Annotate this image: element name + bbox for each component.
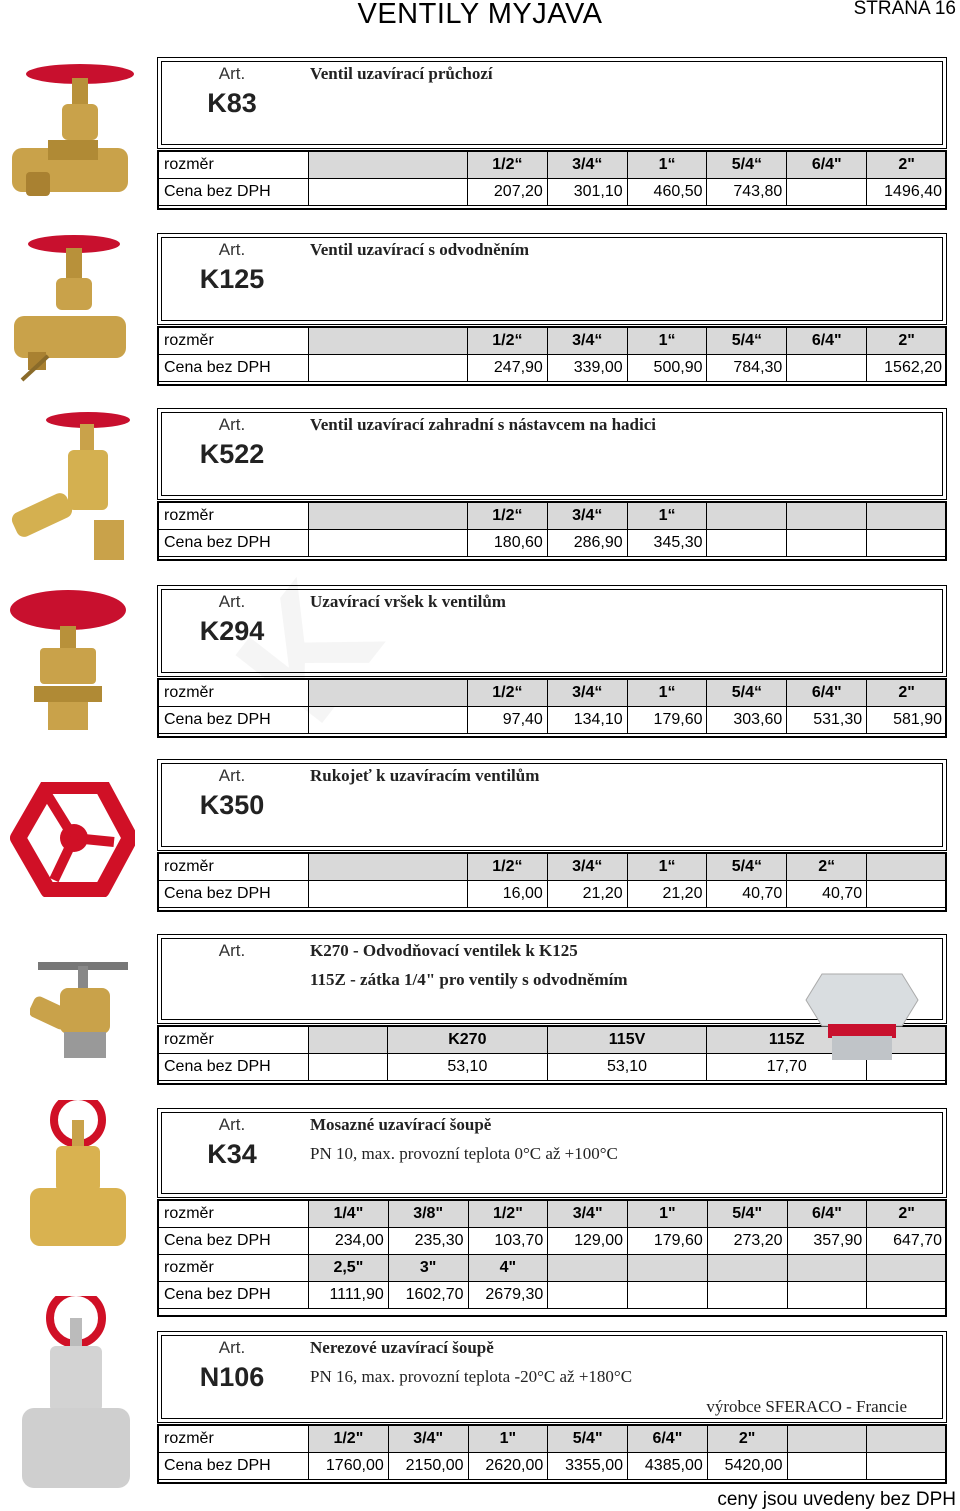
art-label: Art. xyxy=(218,1338,246,1357)
table-cell: 1“ xyxy=(627,854,707,881)
table-cell: 1/2" xyxy=(309,1426,389,1453)
table-cell: 129,00 xyxy=(548,1228,628,1255)
table-frame xyxy=(157,678,947,738)
manufacturer-note: výrobce SFERACO - Francie xyxy=(706,1397,907,1416)
table-cell: K270 xyxy=(388,1027,548,1054)
table-cell: 303,60 xyxy=(707,707,787,734)
art-code: N106 xyxy=(199,1362,265,1392)
table-cell: 180,60 xyxy=(468,530,548,557)
art-label: Art. xyxy=(218,941,246,960)
table-cell: 5/4" xyxy=(548,1426,628,1453)
table-cell: 2150,00 xyxy=(388,1453,468,1480)
table-cell: 6/4" xyxy=(628,1426,708,1453)
table-cell: 3/4" xyxy=(548,1201,628,1228)
table-cell: 2" xyxy=(867,1201,947,1228)
art-label: Art. xyxy=(218,64,246,83)
valve-top-k294-image xyxy=(4,586,144,736)
price-label: Cena bez DPH xyxy=(158,530,309,557)
footer-note: ceny jsou uvedeny bez DPH xyxy=(717,1489,956,1510)
plug-115z-image xyxy=(802,966,922,1066)
price-label: Cena bez DPH xyxy=(158,1282,309,1309)
art-code: K350 xyxy=(199,790,265,820)
size-label: rozměr xyxy=(158,854,309,881)
table-cell: 460,50 xyxy=(627,179,707,206)
size-label: rozměr xyxy=(158,328,309,355)
table-frame xyxy=(157,1199,947,1317)
table-cell: 1“ xyxy=(627,680,707,707)
size-label: rozměr xyxy=(158,1027,309,1054)
page-title: VENTILY MYJAVA xyxy=(357,0,603,30)
table-cell: 6/4" xyxy=(787,1201,867,1228)
art-code: K522 xyxy=(199,439,265,469)
product-subdescription: 115Z - zátka 1/4" pro ventily s odvodněmím xyxy=(310,970,628,989)
table-cell: 115Z xyxy=(707,1027,867,1054)
size-label: rozměr xyxy=(158,1255,309,1282)
table-cell: 5/4“ xyxy=(707,152,787,179)
table-cell: 1/2“ xyxy=(468,680,548,707)
table-cell: 21,20 xyxy=(627,881,707,908)
table-cell: 3355,00 xyxy=(548,1453,628,1480)
table-cell: 357,90 xyxy=(787,1228,867,1255)
table-cell: 6/4" xyxy=(787,152,867,179)
product-description: Ventil uzavírací průchozí xyxy=(310,64,493,83)
table-frame xyxy=(157,501,947,561)
product-description: Mosazné uzavírací šoupě xyxy=(310,1115,492,1134)
art-label: Art. xyxy=(218,766,246,785)
valve-k125-image xyxy=(8,232,148,382)
table-cell: 17,70 xyxy=(707,1054,867,1081)
table-cell: 743,80 xyxy=(707,179,787,206)
table-cell: 3/4“ xyxy=(547,152,627,179)
product-subdescription: PN 10, max. provozní teplota 0°C až +100°C xyxy=(310,1144,618,1163)
size-label: rozměr xyxy=(158,1201,309,1228)
drain-valve-k270-image xyxy=(30,958,140,1063)
table-cell: 6/4" xyxy=(787,680,867,707)
price-label: Cena bez DPH xyxy=(158,1228,309,1255)
table-cell: 647,70 xyxy=(867,1228,947,1255)
table-cell: 5/4" xyxy=(707,1201,787,1228)
table-cell: 2" xyxy=(867,152,947,179)
table-frame xyxy=(157,150,947,210)
table-cell: 2679,30 xyxy=(468,1282,548,1309)
art-code: K294 xyxy=(199,616,265,646)
table-cell: 3/4“ xyxy=(547,680,627,707)
table-cell: 2" xyxy=(867,328,947,355)
product-description: Nerezové uzavírací šoupě xyxy=(310,1338,494,1357)
table-cell: 3" xyxy=(388,1255,468,1282)
art-code: K34 xyxy=(207,1139,257,1169)
price-label: Cena bez DPH xyxy=(158,707,309,734)
table-cell: 1/2“ xyxy=(468,152,548,179)
table-frame xyxy=(157,1424,947,1484)
table-cell: 207,20 xyxy=(468,179,548,206)
product-description: Ventil uzavírací zahradní s nástavcem na hadici xyxy=(310,415,656,434)
handwheel-k350-image xyxy=(10,782,135,897)
table-cell: 235,30 xyxy=(388,1228,468,1255)
art-label: Art. xyxy=(218,415,246,434)
table-cell: 1496,40 xyxy=(867,179,947,206)
table-cell: 5420,00 xyxy=(707,1453,787,1480)
table-cell: 97,40 xyxy=(468,707,548,734)
art-label: Art. xyxy=(218,240,246,259)
table-cell: 1/2" xyxy=(468,1201,548,1228)
valve-k522-image xyxy=(8,410,148,560)
table-cell: 1/2“ xyxy=(468,503,548,530)
table-cell: 5/4“ xyxy=(707,680,787,707)
art-code: K83 xyxy=(207,88,257,118)
price-label: Cena bez DPH xyxy=(158,1054,309,1081)
table-cell: 1111,90 xyxy=(309,1282,389,1309)
table-cell: 179,60 xyxy=(628,1228,708,1255)
table-cell: 1/2“ xyxy=(468,328,548,355)
size-label: rozměr xyxy=(158,152,309,179)
price-label: Cena bez DPH xyxy=(158,179,309,206)
table-cell: 5/4“ xyxy=(707,854,787,881)
table-cell: 5/4“ xyxy=(707,328,787,355)
art-label: Art. xyxy=(218,1115,246,1134)
table-cell: 1602,70 xyxy=(388,1282,468,1309)
table-cell: 179,60 xyxy=(627,707,707,734)
table-cell: 21,20 xyxy=(547,881,627,908)
table-cell: 3/8" xyxy=(388,1201,468,1228)
art-label: Art. xyxy=(218,592,246,611)
size-label: rozměr xyxy=(158,680,309,707)
gate-valve-k34-image xyxy=(20,1100,135,1250)
table-cell: 40,70 xyxy=(787,881,867,908)
table-cell: 1" xyxy=(468,1426,548,1453)
table-cell: 4385,00 xyxy=(628,1453,708,1480)
table-cell: 301,10 xyxy=(547,179,627,206)
table-cell: 581,90 xyxy=(867,707,947,734)
table-cell: 40,70 xyxy=(707,881,787,908)
table-cell: 115V xyxy=(547,1027,707,1054)
product-description: Uzavírací vršek k ventilům xyxy=(310,592,506,611)
table-cell: 16,00 xyxy=(468,881,548,908)
table-frame xyxy=(157,852,947,912)
product-description: K270 - Odvodňovací ventilek k K125 xyxy=(310,941,578,960)
price-label: Cena bez DPH xyxy=(158,881,309,908)
table-cell: 53,10 xyxy=(388,1054,548,1081)
table-cell: 247,90 xyxy=(468,355,548,382)
table-cell: 345,30 xyxy=(627,530,707,557)
table-cell: 286,90 xyxy=(547,530,627,557)
table-cell: 2" xyxy=(707,1426,787,1453)
table-cell: 6/4" xyxy=(787,328,867,355)
table-cell: 500,90 xyxy=(627,355,707,382)
table-cell: 103,70 xyxy=(468,1228,548,1255)
table-cell: 1“ xyxy=(627,328,707,355)
table-cell: 1/4" xyxy=(309,1201,389,1228)
product-description: Rukojeť k uzavíracím ventilům xyxy=(310,766,540,785)
product-description: Ventil uzavírací s odvodněním xyxy=(310,240,529,259)
gate-valve-n106-image xyxy=(16,1296,136,1501)
table-cell: 273,20 xyxy=(707,1228,787,1255)
table-cell: 3/4“ xyxy=(547,854,627,881)
table-cell: 234,00 xyxy=(309,1228,389,1255)
table-cell: 2620,00 xyxy=(468,1453,548,1480)
art-code: K125 xyxy=(199,264,265,294)
table-cell: 53,10 xyxy=(547,1054,707,1081)
table-cell: 1760,00 xyxy=(309,1453,389,1480)
table-cell: 2" xyxy=(867,680,947,707)
table-cell: 1" xyxy=(628,1201,708,1228)
product-subdescription: PN 16, max. provozní teplota -20°C až +180°C xyxy=(310,1367,633,1386)
valve-k83-image xyxy=(8,60,148,205)
table-cell: 1“ xyxy=(627,503,707,530)
table-cell: 339,00 xyxy=(547,355,627,382)
table-cell: 3/4“ xyxy=(547,328,627,355)
table-cell: 1562,20 xyxy=(867,355,947,382)
table-cell: 3/4" xyxy=(388,1426,468,1453)
page-number: STRANA 16 xyxy=(853,0,956,19)
size-label: rozměr xyxy=(158,503,309,530)
table-cell: 2“ xyxy=(787,854,867,881)
table-cell: 134,10 xyxy=(547,707,627,734)
table-cell: 1/2“ xyxy=(468,854,548,881)
table-cell: 1“ xyxy=(627,152,707,179)
table-frame xyxy=(157,326,947,386)
table-cell: 3/4“ xyxy=(547,503,627,530)
table-cell: 784,30 xyxy=(707,355,787,382)
table-cell: 2,5" xyxy=(309,1255,389,1282)
table-cell: 531,30 xyxy=(787,707,867,734)
table-cell: 4" xyxy=(468,1255,548,1282)
price-label: Cena bez DPH xyxy=(158,1453,309,1480)
size-label: rozměr xyxy=(158,1426,309,1453)
price-label: Cena bez DPH xyxy=(158,355,309,382)
